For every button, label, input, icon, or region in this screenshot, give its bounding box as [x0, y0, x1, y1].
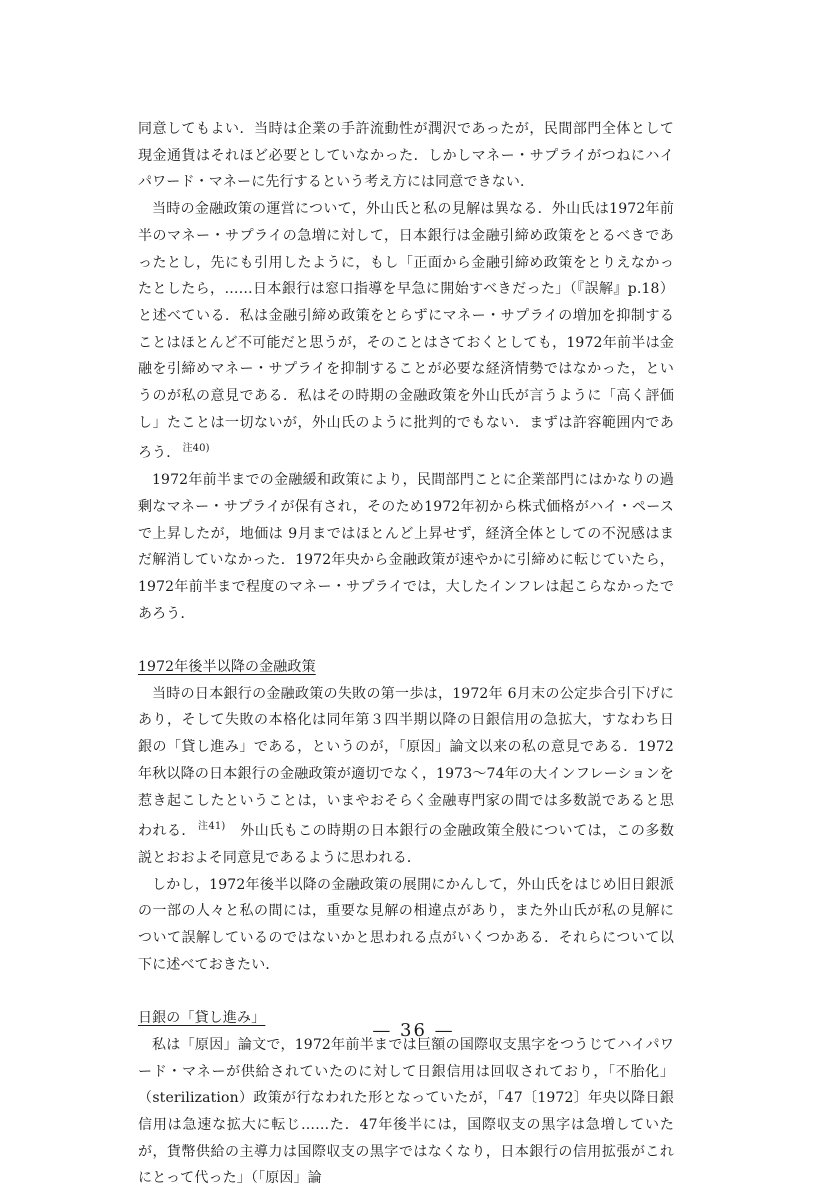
paragraph-intro-2 — [138, 196, 674, 467]
paragraph-intro-3: 1972年前半までの金融緩和政策により，民間部門ことに企業部門にはかなりの過剰なマネー・サプライが保有され，そのため1972年初から株式価格がハイ・ペースで上昇したが，地価は 9月まではほとんど上昇せず，経済全体としての不況感はまだ解消していなかった．1972年央から金融政策が速やかに引締めに転じていたら，1972年前半まで程度のマネー・サプライでは，大したインフレは起こらなかったであろう． — [138, 472, 674, 622]
paragraph-late-1972-1-text-b: 外山氏もこの時期の日本銀行の金融政策全般については，この多数説とおおよそ同意見であるように思われる． — [138, 823, 675, 866]
paragraph-kashisusumi-1: 私は「原因」論文で，1972年前半までは巨額の国際収支黒字をつうじてハイパワード・マネーが供給されていたのに対して日銀信用は回収されており，「不胎化」（sterilization）政策が行なわれた形となっていたが，「47〔1972〕年央以降日銀信用は急速な拡大に転じ……た．47年後半には，国際収支の黒字は急増していたが，貨幣供給の主導力は国際収支の黒字ではなくなり，日本銀行の信用拡張がこれにとって代った」（「原因」論 — [138, 1036, 674, 1187]
page-number: — 36 — — [372, 1020, 455, 1041]
spacer — [138, 978, 674, 1005]
paragraph-late-1972-1-text-a: 当時の日本銀行の金融政策の失敗の第一歩は，1972年 6月末の公定歩合引下げにあり，そして失敗の本格化は同年第３四半期以降の日銀信用の急拡大，すなわち日銀の「貸し進み」である，というのが，「原因」論文以来の私の意見である．1972年秋以降の日本銀行の金融政策が適切でなく，1973～74年の大インフレーションを惹き起こしたということは，いまやおそらく金融専門家の間では多数説であると思われる． — [138, 685, 674, 840]
section-heading-late-1972: 1972年後半以降の金融政策 — [138, 659, 316, 676]
paragraph-intro-2-text: 当時の金融政策の運営について，外山氏と私の見解は異なる．外山氏は1972年前半のマネー・サプライの急増に対して，日本銀行は金融引締め政策をとるべきであったとし，先にも引用したように，もし「正面から金融引締め政策をとりえなかったとしたら，……日本銀行は窓口指導を早急に開始すべきだった」（『誤解』p.18）と述べている．私は金融引締め政策をとらずにマネー・サプライの増加を抑制することはほとんど不可能だと思うが，そのことはさておくとしても，1972年前半は金融を引締めマネー・サプライを抑制することが必要な経済情勢ではなかった，というのが私の意見である．私はその時期の金融政策を外山氏が言うように「高く評価し」たことは一切ないが，外山氏のように批判的でもない．まずは許容範囲内であろう． — [138, 201, 674, 462]
paragraph-late-1972-1 — [138, 681, 674, 872]
spacer — [138, 627, 674, 654]
paragraph-late-1972-2: しかし，1972年後半以降の金融政策の展開にかんして，外山氏をはじめ旧日銀派の一部の人々と私の間には，重要な見解の相違点があり，また外山氏が私の見解について誤解しているのではないかと思われる点がいくつかある．それらについて以下に述べておきたい． — [138, 876, 674, 973]
footnote-ref-40: 注40) — [182, 443, 210, 455]
paragraph-intro-1: 同意してもよい．当時は企業の手許流動性が潤沢であったが，民間部門全体として現金通貨はそれほど必要としていなかった．しかしマネー・サプライがつねにハイパワード・マネーに先行するという考え方には同意できない． — [138, 121, 674, 191]
footnote-ref-41: 注41) — [197, 821, 226, 833]
section-heading-kashisusumi: 日銀の「貸し進み」 — [138, 1010, 266, 1027]
